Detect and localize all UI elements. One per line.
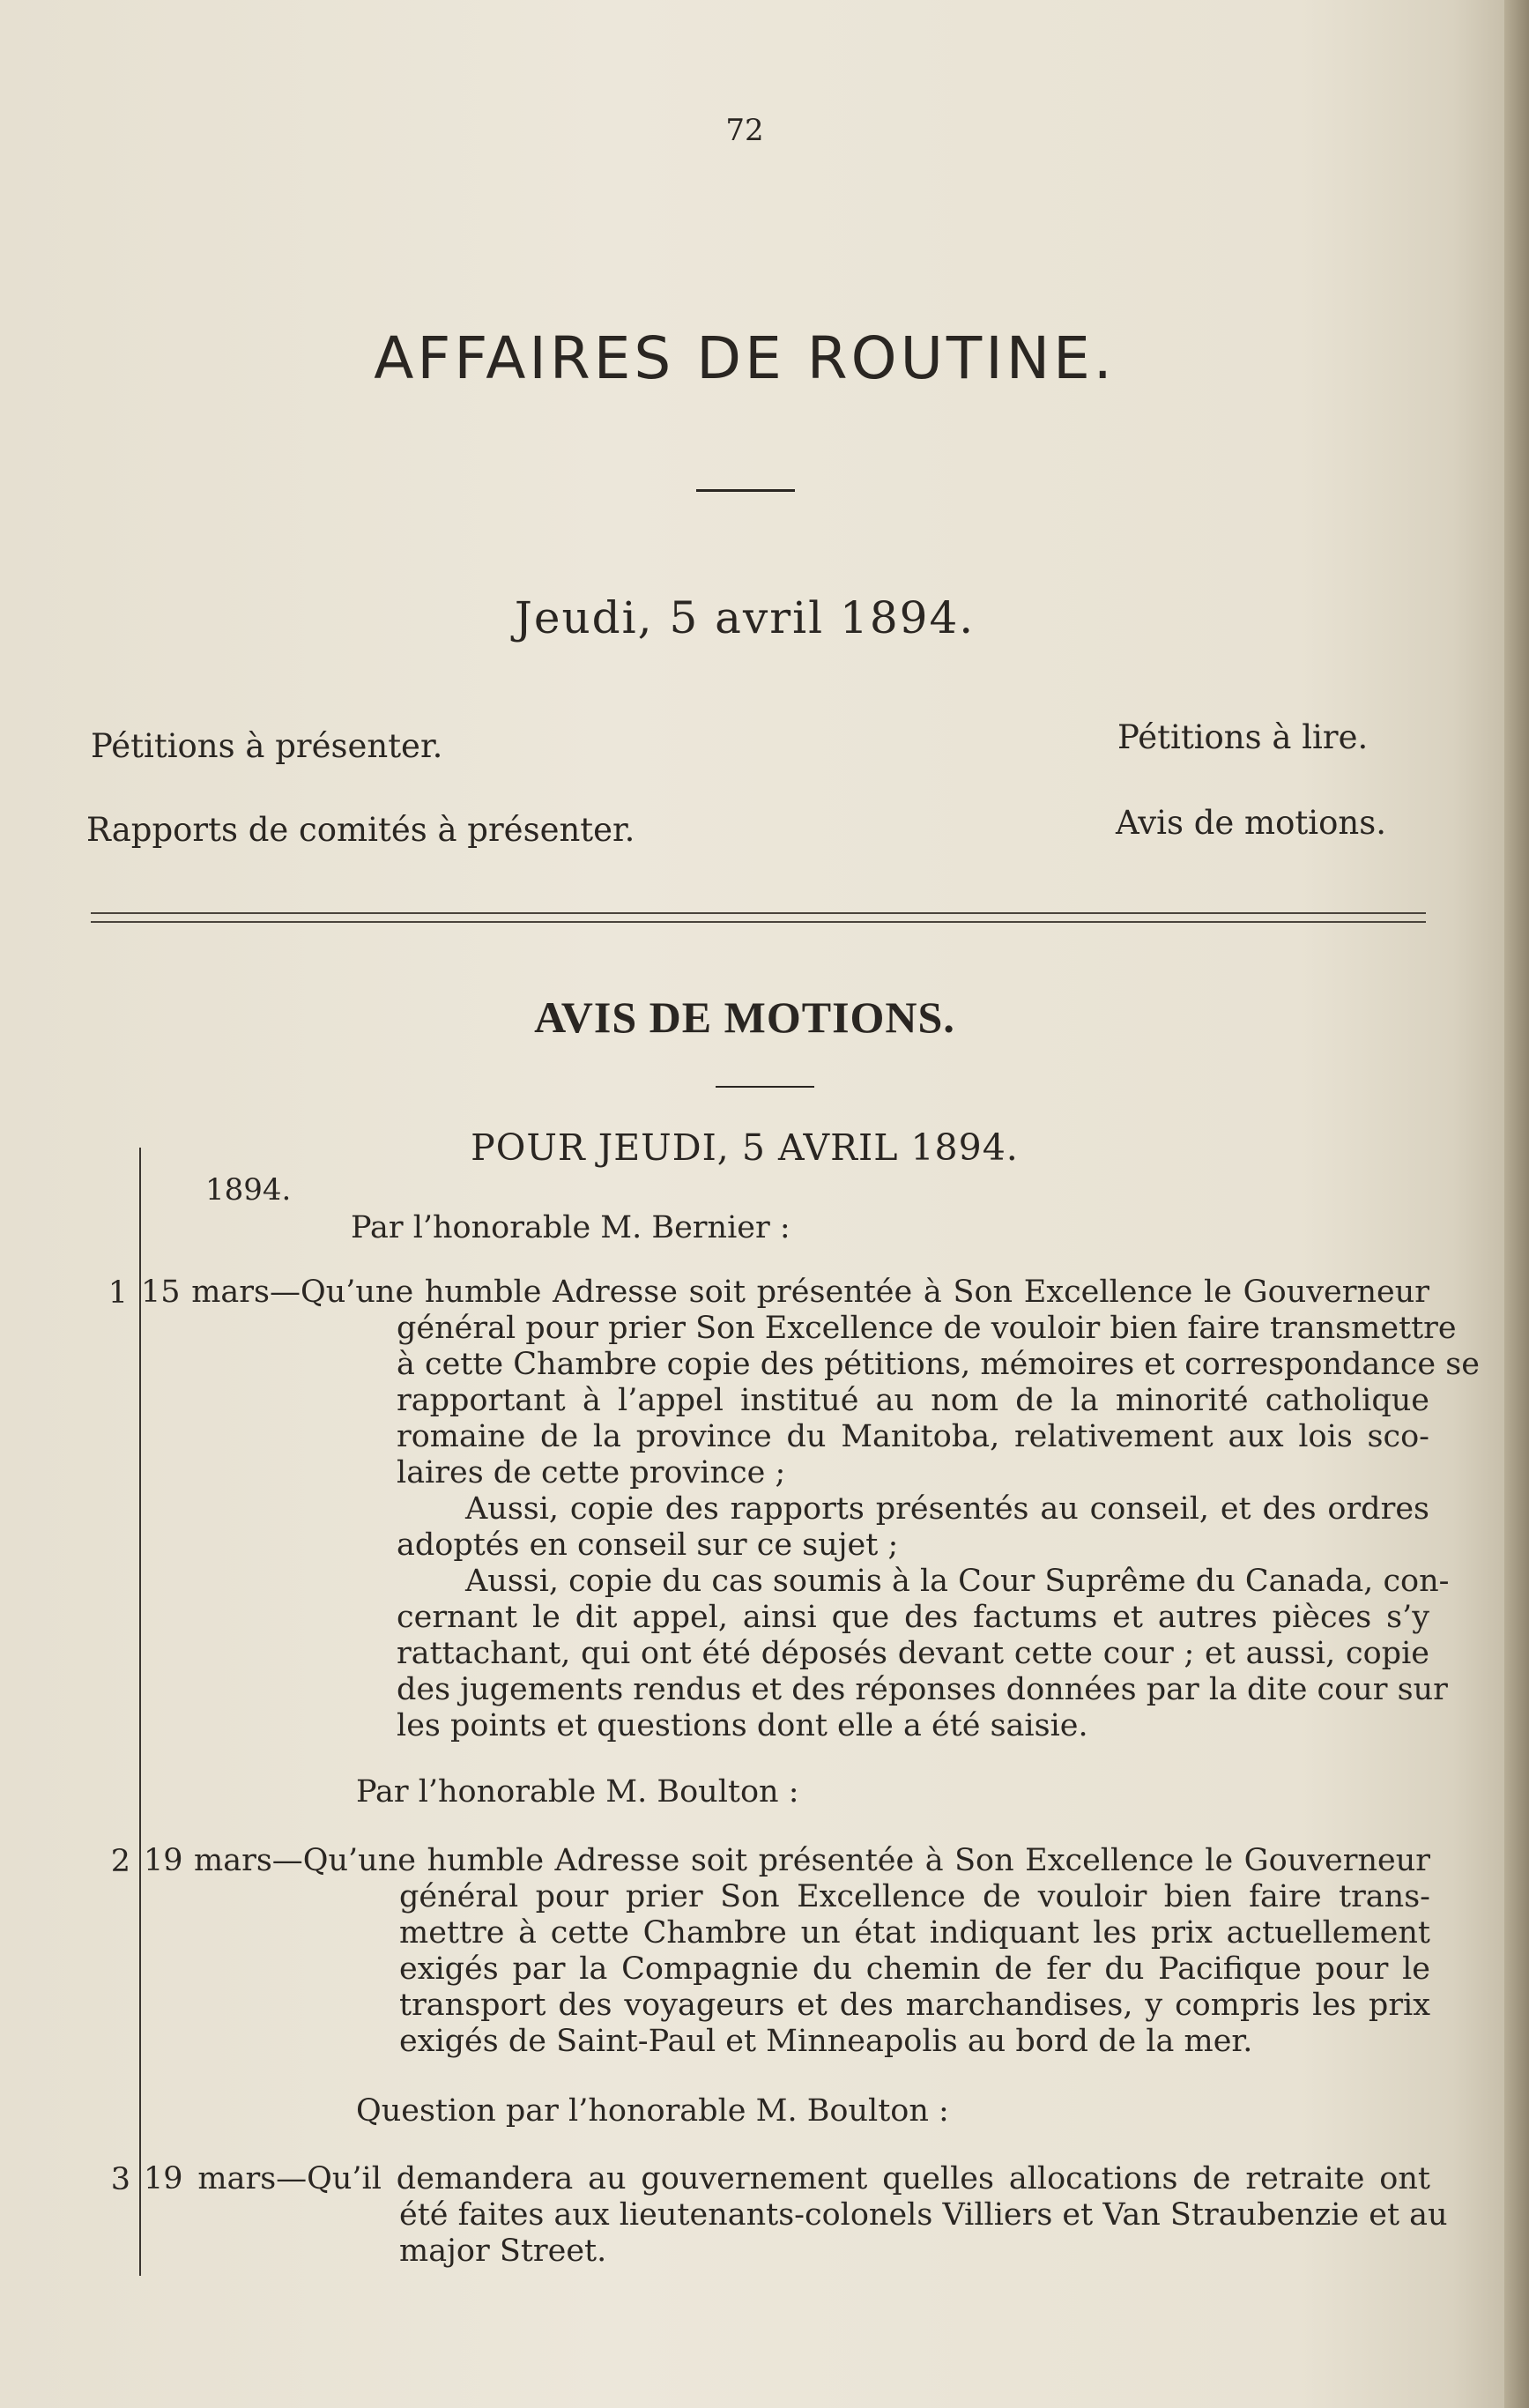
motion-line: 19 mars—Qu’une humble Adresse soit présentée à Son Excellence le Gouverneur xyxy=(144,1843,1430,1878)
motion-line: mettre à cette Chambre un état indiquant les prix actuellement xyxy=(399,1915,1430,1951)
motion-number: 1 xyxy=(108,1275,128,1311)
motion-line: cernant le dit appel, ainsi que des factums et autres pièces s’y xyxy=(397,1600,1429,1635)
motion-line: transport des voyageurs et des marchandises, y compris les prix xyxy=(399,1988,1430,2023)
motion-byline: Question par l’honorable M. Boulton : xyxy=(356,2093,949,2129)
motion-line: 19 mars—Qu’il demandera au gouvernement quelles allocations de retraite ont xyxy=(144,2161,1430,2196)
motion-line: romaine de la province du Manitoba, relativement aux lois sco- xyxy=(397,1419,1429,1454)
motion-line: général pour prier Son Excellence de vouloir bien faire transmettre xyxy=(397,1311,1457,1346)
motion-line: adoptés en conseil sur ce sujet ; xyxy=(397,1527,899,1563)
motion-number: 3 xyxy=(110,2162,130,2197)
motion-line: général pour prier Son Excellence de vouloir bien faire trans- xyxy=(399,1879,1430,1914)
section-rule xyxy=(716,1086,814,1088)
session-date: Jeudi, 5 avril 1894. xyxy=(514,592,976,643)
section-divider xyxy=(91,912,1426,923)
routine-item-petitions-read: Pétitions à lire. xyxy=(1117,718,1369,756)
motion-line: rattachant, qui ont été déposés devant cette cour ; et aussi, copie xyxy=(397,1636,1429,1671)
motion-line: des jugements rendus et des réponses données par la dite cour sur xyxy=(397,1672,1448,1707)
motion-text xyxy=(144,2161,1448,2270)
motion-number: 2 xyxy=(110,1844,130,1879)
page-number: 72 xyxy=(725,113,764,148)
motion-line: laires de cette province ; xyxy=(397,1455,786,1490)
motion-line: Aussi, copie des rapports présentés au conseil, et des ordres xyxy=(465,1491,1429,1527)
sub-title: POUR JEUDI, 5 AVRIL 1894. xyxy=(471,1126,1019,1169)
motion-line: major Street. xyxy=(399,2233,607,2269)
motion-line: Aussi, copie du cas soumis à la Cour Suprême du Canada, con- xyxy=(465,1564,1450,1599)
motion-line: à cette Chambre copie des pétitions, mémoires et correspondance se xyxy=(397,1347,1480,1382)
motion-text xyxy=(144,1843,1430,2060)
page-title: AFFAIRES DE ROUTINE. xyxy=(374,324,1116,392)
routine-item-petitions-present: Pétitions à présenter. xyxy=(91,727,443,765)
year-label: 1894. xyxy=(205,1172,292,1208)
page-edge xyxy=(1504,0,1529,2408)
title-rule xyxy=(696,489,795,492)
section-title: AVIS DE MOTIONS. xyxy=(534,992,955,1042)
motion-text xyxy=(141,1275,1480,1744)
motion-line: exigés par la Compagnie du chemin de fer du Pacifique pour le xyxy=(399,1951,1430,1987)
motion-byline: Par l’honorable M. Boulton : xyxy=(356,1774,799,1810)
motion-line: été faites aux lieutenants-colonels Villiers et Van Straubenzie et au xyxy=(399,2197,1448,2233)
routine-item-notices-of-motion: Avis de motions. xyxy=(1116,804,1386,842)
motion-byline: Par l’honorable M. Bernier : xyxy=(351,1210,790,1245)
motion-line: rapportant à l’appel institué au nom de la minorité catholique xyxy=(397,1383,1429,1418)
motion-line: exigés de Saint-Paul et Minneapolis au bord de la mer. xyxy=(399,2024,1253,2059)
motion-line: les points et questions dont elle a été saisie. xyxy=(397,1708,1088,1743)
motion-line: 15 mars—Qu’une humble Adresse soit présentée à Son Excellence le Gouverneur xyxy=(141,1275,1429,1310)
routine-item-reports-present: Rapports de comités à présenter. xyxy=(86,811,635,849)
